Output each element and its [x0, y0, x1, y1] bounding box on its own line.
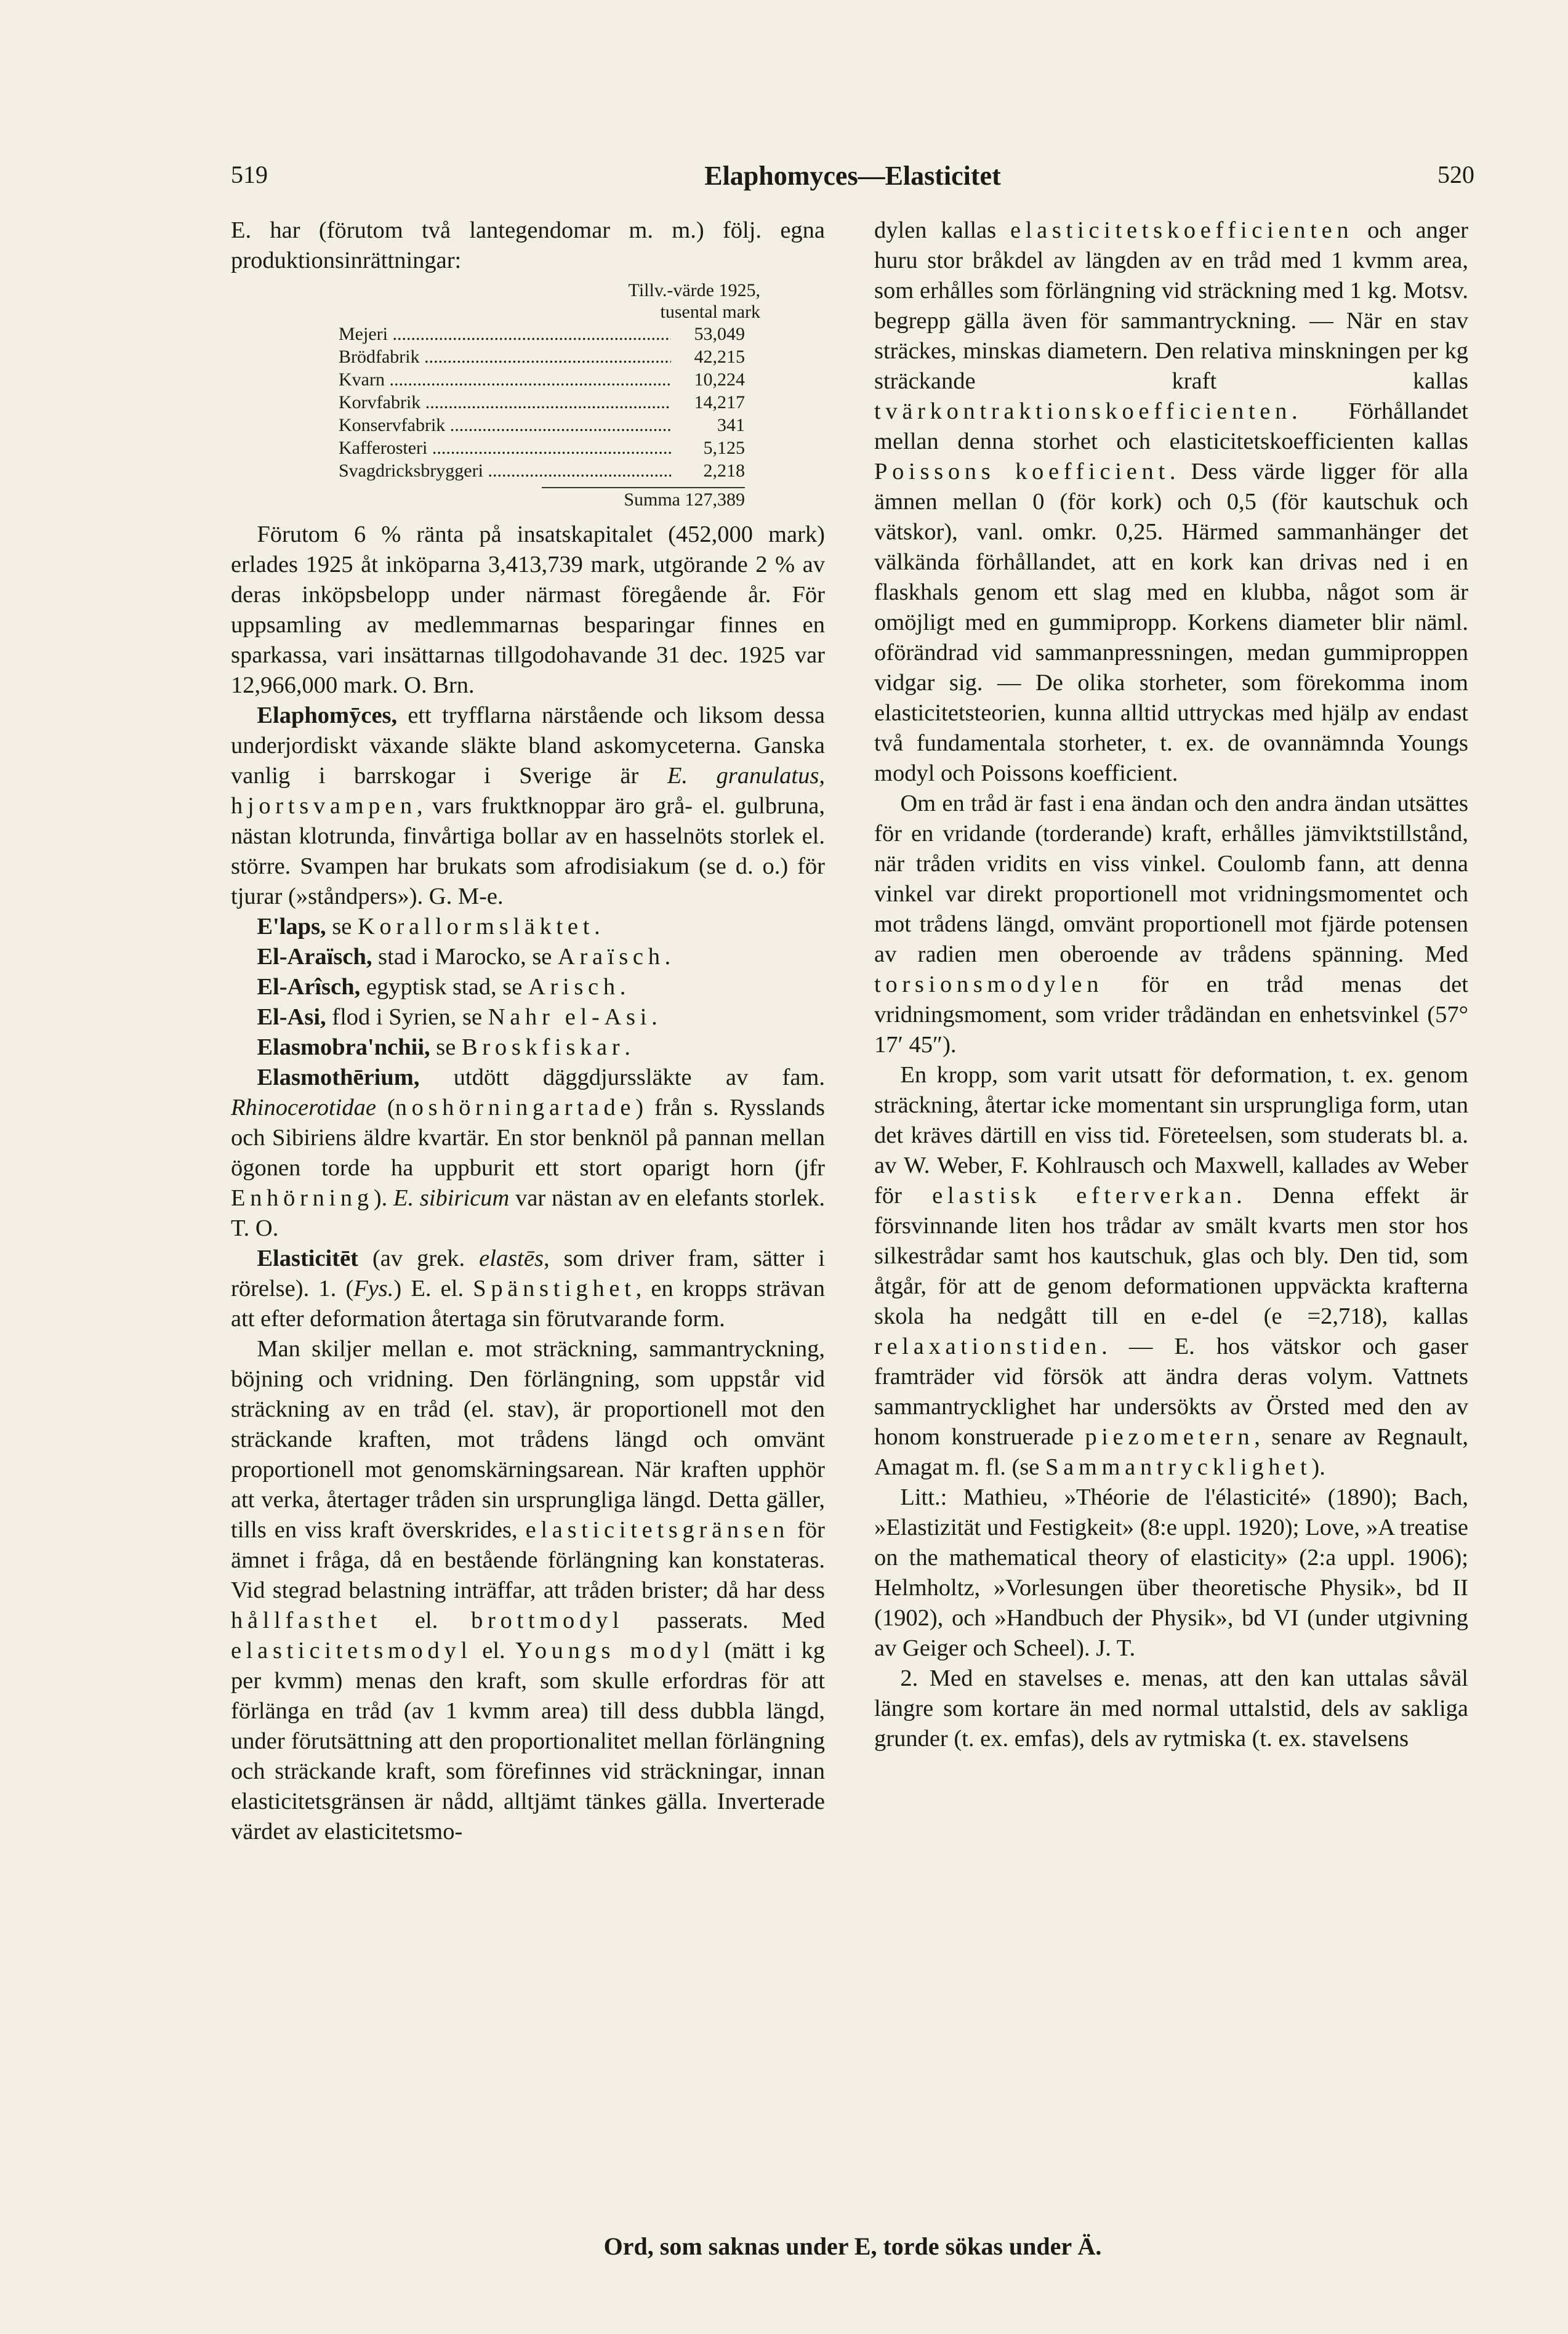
paragraph-forutom: Förutom 6 % ränta på insatskapitalet (452,000 mark) erlades 1925 åt inköparna 3,413,739 mark, utgörande 2 % av deras inköpsbelopp under närmast föregående år. För uppsamling av medlemmarnas besparingar finnes en sparkassa, vari insättarnas tillgodohavande 31 dec. 1925 var 12,966,000 mark. O. Brn.	[231, 521, 825, 698]
table-row	[339, 414, 745, 437]
table-row	[339, 459, 745, 482]
row-label: Svagdricksbryggeri .....	[339, 459, 671, 482]
row-label: Konservfabrik .....	[339, 414, 671, 437]
table-header-1: Tillv.-värde 1925,	[628, 280, 760, 300]
subject-abbrev: Fys.	[353, 1276, 394, 1302]
spaced-term: Youngs modyl	[515, 1638, 715, 1664]
species-name: E. granulatus,	[667, 763, 825, 789]
table-row	[339, 391, 745, 414]
spaced-term: elasticitetsmodyl	[231, 1638, 472, 1664]
entry-headword: Elaphomȳces,	[257, 702, 398, 728]
entry-el-araisch: El-Araïsch, stad i Marocko, se Araïsch.	[257, 944, 671, 970]
row-label: Korvfabrik .....	[339, 391, 671, 414]
paragraph-literature: Litt.: Mathieu, »Théorie de l'élasticité» (1890); Bach, »Elastizität und Festigkeit» (8:e uppl. 1920); Love, »A treatise on the mathematical theory of elasticity» (2:a uppl. 1906); Helmholtz, »Vorlesungen über theoretische Physik», bd II (1902), och »Handbuch der Physik», bd VI (under utgivning av Geiger och Scheel). J. T.	[874, 1484, 1468, 1661]
entry-elaps: E'laps, se Korallormsläktet.	[257, 914, 600, 940]
paragraph-efterverkan: En kropp, som varit utsatt för deformation, t. ex. genom sträckning, återtar icke momentant sin ursprungliga form, utan det kräves därtill en viss tid. Företeelsen, som studerats bl. a. av W. Weber, F. Kohlrausch och Maxwell, kallades av Weber för elastisk efterverkan. Denna effekt är försvinnande liten hos trådar av smält kvarts men stor hos silkestrådar samt hos kautschuk, glas och bly. Den tid, som åtgår, för att de genom deformationen uppväckta krafterna skola ha nedgått till en e-del (e =2,718), kallas relaxationstiden. — E. hos vätskor och gaser framträder vid försök att ändra deras volym. Vattnets sammantrycklighet har undersökts av Örsted med den av honom konstruerade piezometern, senare av Regnault, Amagat m. fl. (se Sammantrycklighet).	[874, 1062, 1468, 1480]
table-sum: Summa 127,389	[624, 489, 745, 510]
spaced-term: noshörningartade	[395, 1095, 636, 1121]
row-value: 14,217	[694, 392, 745, 412]
spaced-term: torsionsmodylen	[874, 972, 1104, 997]
spaced-term: tvärkontraktionskoefficienten	[874, 398, 1292, 424]
entry-el-arisch: El-Arîsch, egyptisk stad, se Arisch.	[257, 974, 626, 1000]
spaced-term: elasticitetsgränsen	[525, 1517, 790, 1543]
spaced-term: relaxationstiden	[874, 1334, 1102, 1359]
paragraph-man-skiljer: Man skiljer mellan e. mot sträckning, sammantryckning, böjning och vridning. Den förlängning, som uppstår vid sträckning av en tråd (el. stav), är proportionell mot den sträckande kraften, mot trådens längd och omvänt proportionell mot genomskärningsarean. När kraften upphör att verka, återtager tråden sin ursprungliga längd. Detta gäller, tills en viss kraft överskrides, elasticitetsgränsen för ämnet i fråga, då en bestående förlängning kan konstateras. Vid stegrad belastning inträffar, att tråden brister; då har dess hållfasthet el. brottmodyl passerats. Med elasticitetsmodyl el. Youngs modyl (mätt i kg per kvmm) menas den kraft, som skulle erfordras för att förlänga en tråd (av 1 kvmm area) till dess dubbla längd, under förutsättning att den proportionalitet mellan förlängning och sträckande kraft, som förefinnes vid sträckningar, innan elasticitetsgränsen är nådd, alltjämt tänkes gälla. Inverterade värdet av elasticitetsmo-	[231, 1336, 825, 1845]
table-row	[339, 437, 745, 459]
entry-el-asi: El-Asi, flod i Syrien, se Nahr el-Asi.	[257, 1004, 657, 1030]
cross-reference: Sammantrycklighet	[1045, 1454, 1312, 1480]
table-row	[339, 368, 745, 391]
paragraph-torsion: Om en tråd är fast i ena ändan och den andra ändan utsättes för en vridande (torderande) kraft, erhålles jämviktstillstånd, när tråden vridits en viss vinkel. Coulomb fann, att denna vinkel var direkt proportionell mot vridningsmomentet och mot trådens längd, omvänt proportionell mot fjärde potensen av radien men oberoende av trådens spänning. Med torsionsmodylen för en tråd menas det vridningsmoment, som vrider trådändan en enhetsvinkel (57° 17′ 45″).	[874, 791, 1468, 1058]
entry-headword: Elasticitēt	[257, 1245, 358, 1271]
row-label: Brödfabrik .....	[339, 345, 671, 368]
row-value: 2,218	[703, 461, 745, 481]
right-column	[874, 215, 1468, 2216]
cross-reference: Enhörning	[231, 1185, 374, 1211]
paragraph-stavelse: 2. Med en stavelses e. menas, att den kan uttalas såväl längre som kortare än med normal uttalstid, dels av sakliga grunder (t. ex. emfas), dels av rytmiska (t. ex. stavelsens	[874, 1665, 1468, 1752]
entry-headword: El-Asi,	[257, 1004, 326, 1030]
entry-headword: El-Araïsch,	[257, 944, 372, 970]
entry-elasmotherium: Elasmothērium, utdött däggdjurssläkte av fam. Rhinocerotidae (noshörningartade) från s. Rysslands och Sibiriens äldre kvartär. En stor benknöl på pannan mellan ögonen torde ha uppburit ett stort oparigt horn (jfr Enhörning). E. sibiricum var nästan av en elefants storlek. T. O.	[231, 1064, 825, 1241]
intro-paragraph: E. har (förutom två lantegendomar m. m.) följ. egna produktionsinrättningar:	[231, 217, 825, 273]
row-label: Kafferosteri .....	[339, 437, 671, 459]
greek-word: elastēs	[479, 1245, 544, 1271]
page-footer-note: Ord, som saknas under E, torde sökas under Ä.	[603, 2232, 1102, 2260]
cross-reference: Araïsch	[558, 944, 665, 970]
spaced-term: elastisk efterverkan	[932, 1183, 1237, 1209]
entry-elaphomyces: Elaphomȳces, ett tryfflarna närstående och liksom dessa underjordiskt växande släkte bland askomyceterna. Ganska vanlig i barrskogar i Sverige är E. granulatus, hjortsvampen, vars fruktknoppar äro grå- el. gulbruna, nästan klotrunda, finvårtiga bollar av en hasselnöts storlek el. större. Svampen har brukats som afrodisiakum (se d. o.) för tjurar (»ståndpers»). G. M-e.	[231, 702, 825, 909]
entry-headword: El-Arîsch,	[257, 974, 361, 1000]
entry-headword: E'laps,	[257, 914, 326, 940]
left-column	[231, 215, 825, 2216]
row-label: Mejeri .....	[339, 323, 671, 345]
entry-headword: Elasmobra'nchii,	[257, 1034, 430, 1060]
row-value: 5,125	[703, 438, 745, 458]
page-number-left: 519	[231, 161, 268, 188]
production-table	[231, 280, 825, 511]
cross-reference: Broskfiskar	[461, 1034, 625, 1060]
row-value: 10,224	[694, 369, 745, 390]
entry-headword: Elasmothērium,	[257, 1064, 420, 1090]
spaced-term: hjortsvampen	[231, 793, 417, 819]
family-name: Rhinocerotidae	[231, 1095, 376, 1121]
table-row	[339, 345, 745, 368]
page-header	[231, 160, 1474, 203]
entry-elasticitet: Elasticitēt (av grek. elastēs, som driver fram, sätter i rörelse). 1. (Fys.) E. el. Spänstighet, en kropps strävan att efter deformation återtaga sin förutvarande form.	[231, 1245, 825, 1332]
table-header-2: tusental mark	[660, 302, 760, 322]
paragraph-continuation: dylen kallas elasticitetskoefficienten och anger huru stor bråkdel av längden av en tråd med 1 kvmm area, som erhålles som förlängning vid sträckning med 1 kg. Motsv. begrepp gälla även för sammantryckning. — När en stav sträckes, minskas diametern. Den relativa minskningen per kg sträckande kraft kallas tvärkontraktionskoefficienten. Förhållandet mellan denna storhet och elasticitetskoefficienten kallas Poissons koefficient. Dess värde ligger för alla ämnen mellan 0 (för kork) och 0,5 (för kautschuk och vätskor), vanl. omkr. 0,25. Härmed sammanhänger det välkända förhållandet, att en kork kan drivas ned i en flaskhals genom ett slag med en klubba, något som är omöjligt med en gummipropp. Korkens diameter blir näml. oförändrad vid sammanpressningen, medan gummiproppen vidgar sig. — De olika storheter, som förekomma inom elasticitetsteorien, kunna alltid uttryckas med hjälp av endast två fundamentala storheter, t. ex. de ovannämnda Youngs modyl och Poissons koefficient.	[874, 217, 1468, 786]
cross-reference: Arisch	[528, 974, 620, 1000]
row-value: 53,049	[694, 324, 745, 344]
species-name: E. sibiricum	[393, 1185, 510, 1211]
row-value: 341	[717, 415, 745, 435]
spaced-term: piezometern	[1085, 1424, 1255, 1450]
spaced-term: Poissons koefficient	[874, 459, 1170, 485]
row-value: 42,215	[694, 347, 745, 367]
row-label: Kvarn .....	[339, 368, 671, 391]
cross-reference: Korallormsläktet	[358, 914, 595, 940]
spaced-term: brottmodyl	[471, 1608, 624, 1633]
table-row	[339, 323, 745, 345]
entry-elasmobranchii: Elasmobra'nchii, se Broskfiskar.	[257, 1034, 630, 1060]
spaced-term: hållfasthet	[231, 1608, 382, 1633]
spaced-term: Spänstighet	[473, 1276, 636, 1302]
running-title: Elaphomyces—Elasticitet	[704, 161, 1001, 191]
page-number-right: 520	[1437, 161, 1474, 188]
spaced-term: elasticitetskoefficienten	[1010, 217, 1354, 243]
cross-reference: Nahr el-Asi	[488, 1004, 652, 1030]
